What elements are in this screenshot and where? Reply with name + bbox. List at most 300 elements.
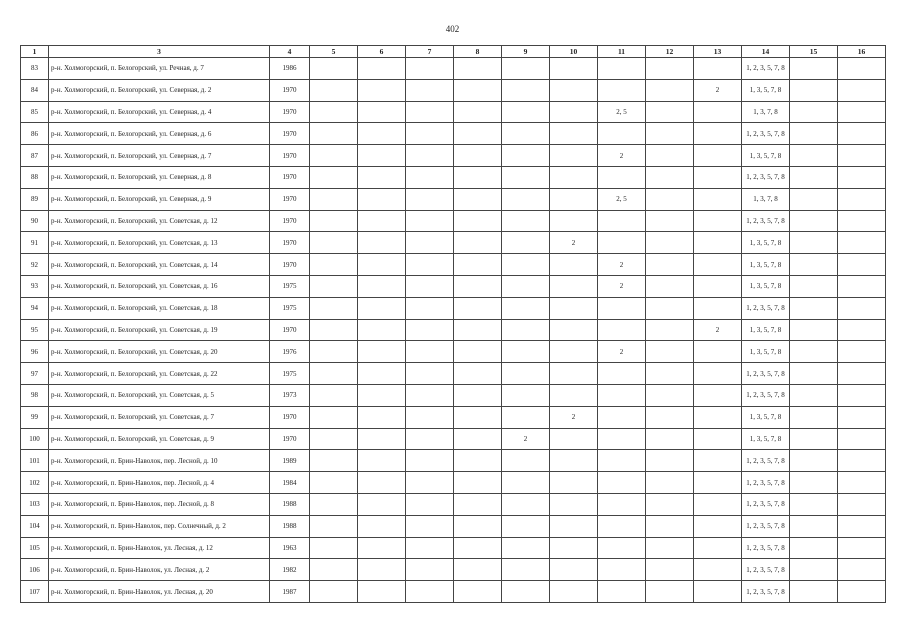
col13-cell: [694, 275, 742, 297]
col7-cell: [406, 581, 454, 603]
year-cell: 1970: [270, 406, 310, 428]
col16-cell: [838, 101, 886, 123]
col8-cell: [454, 123, 502, 145]
col9-cell: [502, 319, 550, 341]
col8-cell: [454, 145, 502, 167]
col12-cell: [646, 275, 694, 297]
col12-cell: [646, 406, 694, 428]
row-number: 104: [21, 515, 49, 537]
row-number: 100: [21, 428, 49, 450]
row-number: 95: [21, 319, 49, 341]
col11-cell: 2: [598, 145, 646, 167]
col13-cell: [694, 537, 742, 559]
col16-cell: [838, 79, 886, 101]
col9-cell: 2: [502, 428, 550, 450]
col15-cell: [790, 210, 838, 232]
row-number: 84: [21, 79, 49, 101]
col10-cell: [550, 123, 598, 145]
col12-cell: [646, 581, 694, 603]
col10-cell: 2: [550, 406, 598, 428]
address-cell: р-н. Холмогорский, п. Белогорский, ул. Северная, д. 2: [49, 79, 270, 101]
col11-cell: [598, 537, 646, 559]
address-cell: р-н. Холмогорский, п. Брин-Наволок, пер. Лесной, д. 4: [49, 472, 270, 494]
col15-cell: [790, 341, 838, 363]
table-row: [21, 406, 886, 428]
col16-cell: [838, 450, 886, 472]
col5-cell: [310, 79, 358, 101]
year-cell: 1970: [270, 145, 310, 167]
year-cell: 1970: [270, 123, 310, 145]
col11-cell: 2: [598, 254, 646, 276]
col9-cell: [502, 297, 550, 319]
year-cell: 1975: [270, 275, 310, 297]
col12-cell: [646, 166, 694, 188]
year-cell: 1970: [270, 166, 310, 188]
col13-cell: [694, 406, 742, 428]
col8-cell: [454, 101, 502, 123]
col11-cell: 2: [598, 341, 646, 363]
col8-cell: [454, 515, 502, 537]
table-row: [21, 58, 886, 80]
column-header-8: 8: [454, 46, 502, 58]
col16-cell: [838, 210, 886, 232]
col8-cell: [454, 232, 502, 254]
col6-cell: [358, 58, 406, 80]
col12-cell: [646, 145, 694, 167]
col12-cell: [646, 210, 694, 232]
address-cell: р-н. Холмогорский, п. Брин-Наволок, ул. Лесная, д. 12: [49, 537, 270, 559]
column-header-3: 3: [49, 46, 270, 58]
year-cell: 1970: [270, 319, 310, 341]
col5-cell: [310, 472, 358, 494]
col10-cell: [550, 188, 598, 210]
col12-cell: [646, 123, 694, 145]
col8-cell: [454, 363, 502, 385]
col9-cell: [502, 275, 550, 297]
col12-cell: [646, 341, 694, 363]
col15-cell: [790, 493, 838, 515]
col16-cell: [838, 363, 886, 385]
row-number: 102: [21, 472, 49, 494]
year-cell: 1982: [270, 559, 310, 581]
col5-cell: [310, 341, 358, 363]
col6-cell: [358, 101, 406, 123]
col7-cell: [406, 341, 454, 363]
year-cell: 1970: [270, 232, 310, 254]
col15-cell: [790, 275, 838, 297]
address-cell: р-н. Холмогорский, п. Белогорский, ул. Советская, д. 19: [49, 319, 270, 341]
table-row: [21, 384, 886, 406]
col8-cell: [454, 428, 502, 450]
col14-cell: 1, 2, 3, 5, 7, 8: [742, 450, 790, 472]
col11-cell: [598, 319, 646, 341]
col15-cell: [790, 101, 838, 123]
col8-cell: [454, 537, 502, 559]
col10-cell: [550, 145, 598, 167]
col11-cell: [598, 406, 646, 428]
col7-cell: [406, 79, 454, 101]
col6-cell: [358, 384, 406, 406]
table-row: [21, 493, 886, 515]
year-cell: 1970: [270, 79, 310, 101]
col6-cell: [358, 145, 406, 167]
col11-cell: [598, 384, 646, 406]
row-number: 99: [21, 406, 49, 428]
col13-cell: [694, 493, 742, 515]
column-header-4: 4: [270, 46, 310, 58]
col11-cell: [598, 428, 646, 450]
address-cell: р-н. Холмогорский, п. Белогорский, ул. Советская, д. 7: [49, 406, 270, 428]
col11-cell: [598, 450, 646, 472]
col14-cell: 1, 2, 3, 5, 7, 8: [742, 493, 790, 515]
row-number: 103: [21, 493, 49, 515]
col9-cell: [502, 58, 550, 80]
table-row: [21, 428, 886, 450]
col9-cell: [502, 232, 550, 254]
column-header-13: 13: [694, 46, 742, 58]
col8-cell: [454, 166, 502, 188]
col14-cell: 1, 2, 3, 5, 7, 8: [742, 58, 790, 80]
col7-cell: [406, 254, 454, 276]
year-cell: 1970: [270, 210, 310, 232]
year-cell: 1970: [270, 188, 310, 210]
col10-cell: [550, 384, 598, 406]
col11-cell: [598, 123, 646, 145]
col12-cell: [646, 297, 694, 319]
table-row: [21, 166, 886, 188]
col11-cell: [598, 515, 646, 537]
register-table: [20, 45, 886, 603]
col15-cell: [790, 232, 838, 254]
col8-cell: [454, 341, 502, 363]
col13-cell: [694, 428, 742, 450]
col8-cell: [454, 559, 502, 581]
col14-cell: 1, 3, 7, 8: [742, 101, 790, 123]
col11-cell: [598, 232, 646, 254]
address-cell: р-н. Холмогорский, п. Брин-Наволок, пер. Лесной, д. 10: [49, 450, 270, 472]
col14-cell: 1, 2, 3, 5, 7, 8: [742, 363, 790, 385]
col6-cell: [358, 493, 406, 515]
col16-cell: [838, 123, 886, 145]
col10-cell: 2: [550, 232, 598, 254]
col9-cell: [502, 515, 550, 537]
col5-cell: [310, 188, 358, 210]
col5-cell: [310, 232, 358, 254]
col5-cell: [310, 123, 358, 145]
col13-cell: [694, 145, 742, 167]
address-cell: р-н. Холмогорский, п. Белогорский, ул. Советская, д. 20: [49, 341, 270, 363]
col15-cell: [790, 472, 838, 494]
col6-cell: [358, 406, 406, 428]
row-number: 105: [21, 537, 49, 559]
col13-cell: [694, 559, 742, 581]
col5-cell: [310, 254, 358, 276]
col12-cell: [646, 58, 694, 80]
col14-cell: 1, 3, 7, 8: [742, 188, 790, 210]
address-cell: р-н. Холмогорский, п. Белогорский, ул. Советская, д. 14: [49, 254, 270, 276]
col16-cell: [838, 406, 886, 428]
col11-cell: [598, 58, 646, 80]
col14-cell: 1, 3, 5, 7, 8: [742, 232, 790, 254]
col16-cell: [838, 384, 886, 406]
address-cell: р-н. Холмогорский, п. Белогорский, ул. Северная, д. 8: [49, 166, 270, 188]
col9-cell: [502, 341, 550, 363]
col10-cell: [550, 58, 598, 80]
year-cell: 1987: [270, 581, 310, 603]
col9-cell: [502, 363, 550, 385]
col16-cell: [838, 275, 886, 297]
col9-cell: [502, 123, 550, 145]
col14-cell: 1, 2, 3, 5, 7, 8: [742, 559, 790, 581]
table-row: [21, 210, 886, 232]
col7-cell: [406, 384, 454, 406]
table-row: [21, 297, 886, 319]
col14-cell: 1, 2, 3, 5, 7, 8: [742, 537, 790, 559]
col12-cell: [646, 559, 694, 581]
col8-cell: [454, 319, 502, 341]
col10-cell: [550, 515, 598, 537]
col13-cell: [694, 123, 742, 145]
col6-cell: [358, 559, 406, 581]
address-cell: р-н. Холмогорский, п. Брин-Наволок, пер. Солнечный, д. 2: [49, 515, 270, 537]
col13-cell: 2: [694, 79, 742, 101]
col6-cell: [358, 123, 406, 145]
col9-cell: [502, 101, 550, 123]
col7-cell: [406, 188, 454, 210]
col13-cell: [694, 166, 742, 188]
table-row: [21, 101, 886, 123]
col6-cell: [358, 275, 406, 297]
col6-cell: [358, 537, 406, 559]
col15-cell: [790, 123, 838, 145]
row-number: 85: [21, 101, 49, 123]
col15-cell: [790, 537, 838, 559]
col13-cell: [694, 58, 742, 80]
col15-cell: [790, 363, 838, 385]
address-cell: р-н. Холмогорский, п. Белогорский, ул. Советская, д. 13: [49, 232, 270, 254]
col16-cell: [838, 559, 886, 581]
table-row: [21, 275, 886, 297]
col12-cell: [646, 537, 694, 559]
col5-cell: [310, 166, 358, 188]
col7-cell: [406, 101, 454, 123]
col8-cell: [454, 188, 502, 210]
table-row: [21, 341, 886, 363]
table-row: [21, 472, 886, 494]
col13-cell: [694, 515, 742, 537]
col13-cell: [694, 472, 742, 494]
col10-cell: [550, 363, 598, 385]
col9-cell: [502, 559, 550, 581]
col7-cell: [406, 515, 454, 537]
col10-cell: [550, 537, 598, 559]
col8-cell: [454, 275, 502, 297]
table-row: [21, 188, 886, 210]
year-cell: 1976: [270, 341, 310, 363]
row-number: 92: [21, 254, 49, 276]
col9-cell: [502, 254, 550, 276]
col8-cell: [454, 384, 502, 406]
row-number: 91: [21, 232, 49, 254]
col5-cell: [310, 275, 358, 297]
col9-cell: [502, 145, 550, 167]
col9-cell: [502, 450, 550, 472]
col8-cell: [454, 58, 502, 80]
col5-cell: [310, 363, 358, 385]
col9-cell: [502, 406, 550, 428]
col10-cell: [550, 341, 598, 363]
table-row: [21, 559, 886, 581]
col16-cell: [838, 188, 886, 210]
year-cell: 1973: [270, 384, 310, 406]
col6-cell: [358, 515, 406, 537]
col13-cell: [694, 297, 742, 319]
col13-cell: [694, 210, 742, 232]
row-number: 97: [21, 363, 49, 385]
col11-cell: [598, 472, 646, 494]
col8-cell: [454, 406, 502, 428]
col6-cell: [358, 450, 406, 472]
col6-cell: [358, 166, 406, 188]
col5-cell: [310, 145, 358, 167]
col13-cell: [694, 254, 742, 276]
col10-cell: [550, 493, 598, 515]
col5-cell: [310, 493, 358, 515]
col5-cell: [310, 297, 358, 319]
row-number: 98: [21, 384, 49, 406]
col16-cell: [838, 166, 886, 188]
address-cell: р-н. Холмогорский, п. Белогорский, ул. Северная, д. 6: [49, 123, 270, 145]
col10-cell: [550, 210, 598, 232]
col6-cell: [358, 297, 406, 319]
address-cell: р-н. Холмогорский, п. Белогорский, ул. Советская, д. 18: [49, 297, 270, 319]
col13-cell: [694, 450, 742, 472]
col6-cell: [358, 188, 406, 210]
col8-cell: [454, 472, 502, 494]
col10-cell: [550, 297, 598, 319]
col5-cell: [310, 559, 358, 581]
col5-cell: [310, 428, 358, 450]
col10-cell: [550, 581, 598, 603]
table-row: [21, 319, 886, 341]
col14-cell: 1, 3, 5, 7, 8: [742, 79, 790, 101]
col7-cell: [406, 428, 454, 450]
col14-cell: 1, 2, 3, 5, 7, 8: [742, 581, 790, 603]
col14-cell: 1, 3, 5, 7, 8: [742, 406, 790, 428]
col14-cell: 1, 3, 5, 7, 8: [742, 428, 790, 450]
col16-cell: [838, 297, 886, 319]
row-number: 88: [21, 166, 49, 188]
col13-cell: [694, 232, 742, 254]
column-header-11: 11: [598, 46, 646, 58]
col6-cell: [358, 254, 406, 276]
row-number: 90: [21, 210, 49, 232]
col13-cell: [694, 363, 742, 385]
table-row: [21, 254, 886, 276]
col12-cell: [646, 188, 694, 210]
col5-cell: [310, 515, 358, 537]
row-number: 106: [21, 559, 49, 581]
table-row: [21, 450, 886, 472]
year-cell: 1975: [270, 363, 310, 385]
col10-cell: [550, 428, 598, 450]
col15-cell: [790, 166, 838, 188]
col5-cell: [310, 406, 358, 428]
col11-cell: 2: [598, 275, 646, 297]
year-cell: 1988: [270, 493, 310, 515]
col6-cell: [358, 581, 406, 603]
col13-cell: [694, 188, 742, 210]
column-header-14: 14: [742, 46, 790, 58]
col8-cell: [454, 79, 502, 101]
year-cell: 1963: [270, 537, 310, 559]
col15-cell: [790, 254, 838, 276]
table-row: [21, 363, 886, 385]
year-cell: 1975: [270, 297, 310, 319]
col14-cell: 1, 3, 5, 7, 8: [742, 145, 790, 167]
table-row: [21, 537, 886, 559]
col5-cell: [310, 384, 358, 406]
col12-cell: [646, 472, 694, 494]
col7-cell: [406, 559, 454, 581]
col14-cell: 1, 2, 3, 5, 7, 8: [742, 472, 790, 494]
col7-cell: [406, 166, 454, 188]
col16-cell: [838, 493, 886, 515]
col10-cell: [550, 79, 598, 101]
col10-cell: [550, 101, 598, 123]
col8-cell: [454, 450, 502, 472]
row-number: 96: [21, 341, 49, 363]
col14-cell: 1, 2, 3, 5, 7, 8: [742, 297, 790, 319]
col7-cell: [406, 537, 454, 559]
col16-cell: [838, 319, 886, 341]
col8-cell: [454, 297, 502, 319]
col15-cell: [790, 58, 838, 80]
column-header-16: 16: [838, 46, 886, 58]
col10-cell: [550, 275, 598, 297]
col16-cell: [838, 472, 886, 494]
col6-cell: [358, 79, 406, 101]
address-cell: р-н. Холмогорский, п. Белогорский, ул. Советская, д. 16: [49, 275, 270, 297]
col13-cell: 2: [694, 319, 742, 341]
col11-cell: 2, 5: [598, 188, 646, 210]
col10-cell: [550, 319, 598, 341]
col10-cell: [550, 559, 598, 581]
col7-cell: [406, 493, 454, 515]
address-cell: р-н. Холмогорский, п. Белогорский, ул. Советская, д. 12: [49, 210, 270, 232]
col9-cell: [502, 166, 550, 188]
col7-cell: [406, 406, 454, 428]
col6-cell: [358, 341, 406, 363]
column-header-9: 9: [502, 46, 550, 58]
col9-cell: [502, 581, 550, 603]
col16-cell: [838, 537, 886, 559]
table-row: [21, 581, 886, 603]
col14-cell: 1, 3, 5, 7, 8: [742, 341, 790, 363]
col16-cell: [838, 232, 886, 254]
col13-cell: [694, 581, 742, 603]
col7-cell: [406, 319, 454, 341]
col9-cell: [502, 472, 550, 494]
col15-cell: [790, 559, 838, 581]
year-cell: 1984: [270, 472, 310, 494]
col6-cell: [358, 210, 406, 232]
col9-cell: [502, 493, 550, 515]
col6-cell: [358, 319, 406, 341]
column-header-10: 10: [550, 46, 598, 58]
table-row: [21, 79, 886, 101]
col12-cell: [646, 428, 694, 450]
